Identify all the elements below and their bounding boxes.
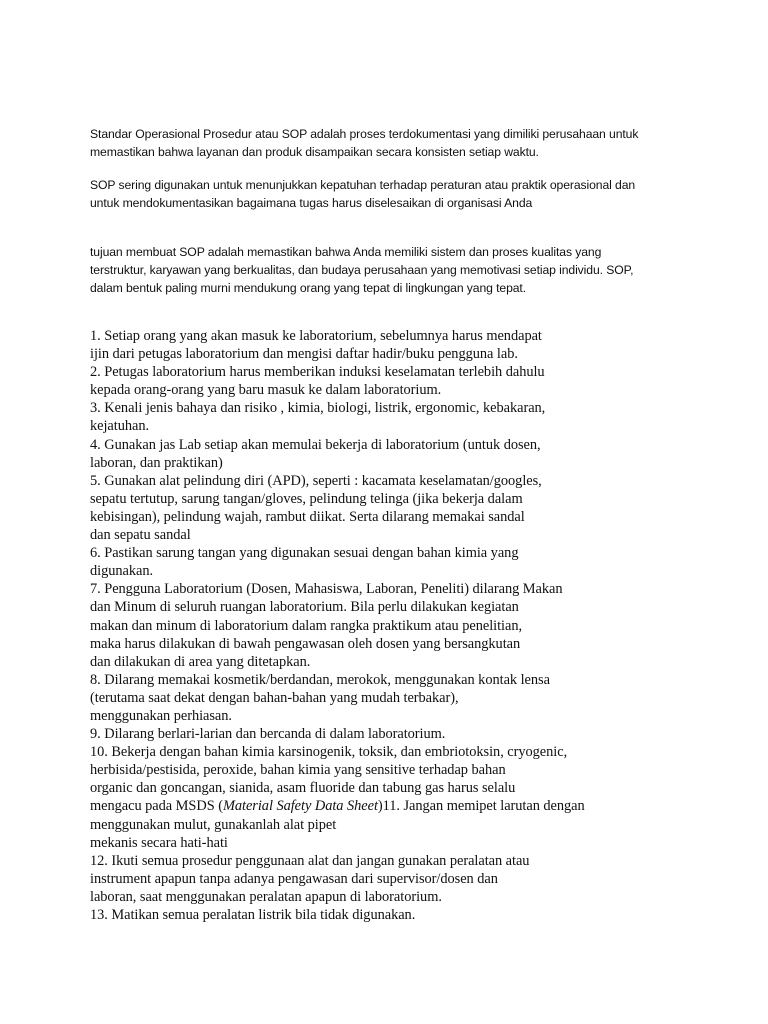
list-line: 8. Dilarang memakai kosmetik/berdandan, merokok, menggunakan kontak lensa [90,671,550,688]
list-line: ijin dari petugas laboratorium dan mengisi daftar hadir/buku pengguna lab. [90,346,518,363]
list-line: 1. Setiap orang yang akan masuk ke laboratorium, sebelumnya harus mendapat [90,328,542,344]
list-line: kebisingan), pelindung wajah, rambut diikat. Serta dilarang memakai sandal [90,508,525,525]
list-line: 10. Bekerja dengan bahan kimia karsinogenik, toksik, dan embriotoksin, cryogenic, [90,744,568,761]
list-line: dan Minum di seluruh ruangan laboratorium. Bila perlu dilakukan kegiatan [90,599,519,616]
text-line: memastikan bahwa layanan dan produk disampaikan secara konsisten setiap waktu. [90,145,539,159]
list-line: laboran, saat menggunakan peralatan apapun di laboratorium. [90,888,442,905]
text-line: tujuan membuat SOP adalah memastikan bahwa Anda memiliki sistem dan proses kualitas yang [90,245,602,259]
text-line: untuk mendokumentasikan bagaimana tugas harus diselesaikan di organisasi Anda [90,196,533,210]
list-line: organic dan goncangan, sianida, asam fluoride dan tabung gas harus selalu [90,780,516,797]
list-line: menggunakan mulut, gunakanlah alat pipet [90,816,337,833]
list-line: kepada orang-orang yang baru masuk ke dalam laboratorium. [90,382,442,399]
list-line: 6. Pastikan sarung tangan yang digunakan sesuai dengan bahan kimia yang [90,545,519,562]
list-line: 7. Pengguna Laboratorium (Dosen, Mahasiswa, Laboran, Peneliti) dilarang Makan [90,581,563,598]
text-line: dalam bentuk paling murni mendukung orang yang tepat di lingkungan yang tepat. [90,281,526,295]
intro-paragraph-2 [90,176,690,212]
list-line: dan sepatu sandal [90,527,191,544]
list-line: laboran, dan praktikan) [90,454,223,471]
list-line: instrument apapun tanpa adanya pengawasan dari supervisor/dosen dan [90,870,498,887]
list-line: kejatuhan. [90,418,150,435]
list-line: 13. Matikan semua peralatan listrik bila tidak digunakan. [90,907,416,923]
msds-prefix: mengacu pada MSDS ( [90,798,223,815]
sop-rules-list [90,327,690,924]
msds-line [90,797,690,815]
list-line: makan dan minum di laboratorium dalam rangka praktikum atau penelitian, [90,617,523,634]
list-line: 3. Kenali jenis bahaya dan risiko , kimia, biologi, listrik, ergonomic, kebakaran, [90,400,546,417]
list-line: maka harus dilakukan di bawah pengawasan oleh dosen yang bersangkutan [90,635,521,652]
list-line: 9. Dilarang berlari-larian dan bercanda di dalam laboratorium. [90,726,446,743]
list-line: dan dilakukan di area yang ditetapkan. [90,653,311,670]
msds-suffix: )11. Jangan memipet larutan dengan [377,798,585,815]
msds-italic-term: Material Safety Data Sheet [222,798,378,815]
intro-paragraph-3 [90,243,690,297]
list-line: 2. Petugas laboratorium harus memberikan induksi keselamatan terlebih dahulu [90,364,545,381]
list-line: (terutama saat dekat dengan bahan-bahan yang mudah terbakar), [90,689,459,706]
list-line: 4. Gunakan jas Lab setiap akan memulai bekerja di laboratorium (untuk dosen, [90,436,541,453]
list-line: 12. Ikuti semua prosedur penggunaan alat dan jangan gunakan peralatan atau [90,852,530,869]
list-line: sepatu tertutup, sarung tangan/gloves, pelindung telinga (jika bekerja dalam [90,490,523,507]
list-line: digunakan. [90,563,154,580]
list-line: 5. Gunakan alat pelindung diri (APD), seperti : kacamata keselamatan/googles, [90,472,542,489]
intro-paragraph-1 [90,125,690,161]
list-line: menggunakan perhiasan. [90,707,232,724]
text-line: Standar Operasional Prosedur atau SOP adalah proses terdokumentasi yang dimiliki perusahaan untuk [90,127,639,141]
text-line: terstruktur, karyawan yang berkualitas, dan budaya perusahaan yang memotivasi setiap individu. SOP, [90,263,634,277]
text-line: SOP sering digunakan untuk menunjukkan kepatuhan terhadap peraturan atau praktik operasional dan [90,178,636,192]
list-line: mekanis secara hati-hati [90,834,228,851]
list-line: herbisida/pestisida, peroxide, bahan kimia yang sensitive terhadap bahan [90,762,506,779]
